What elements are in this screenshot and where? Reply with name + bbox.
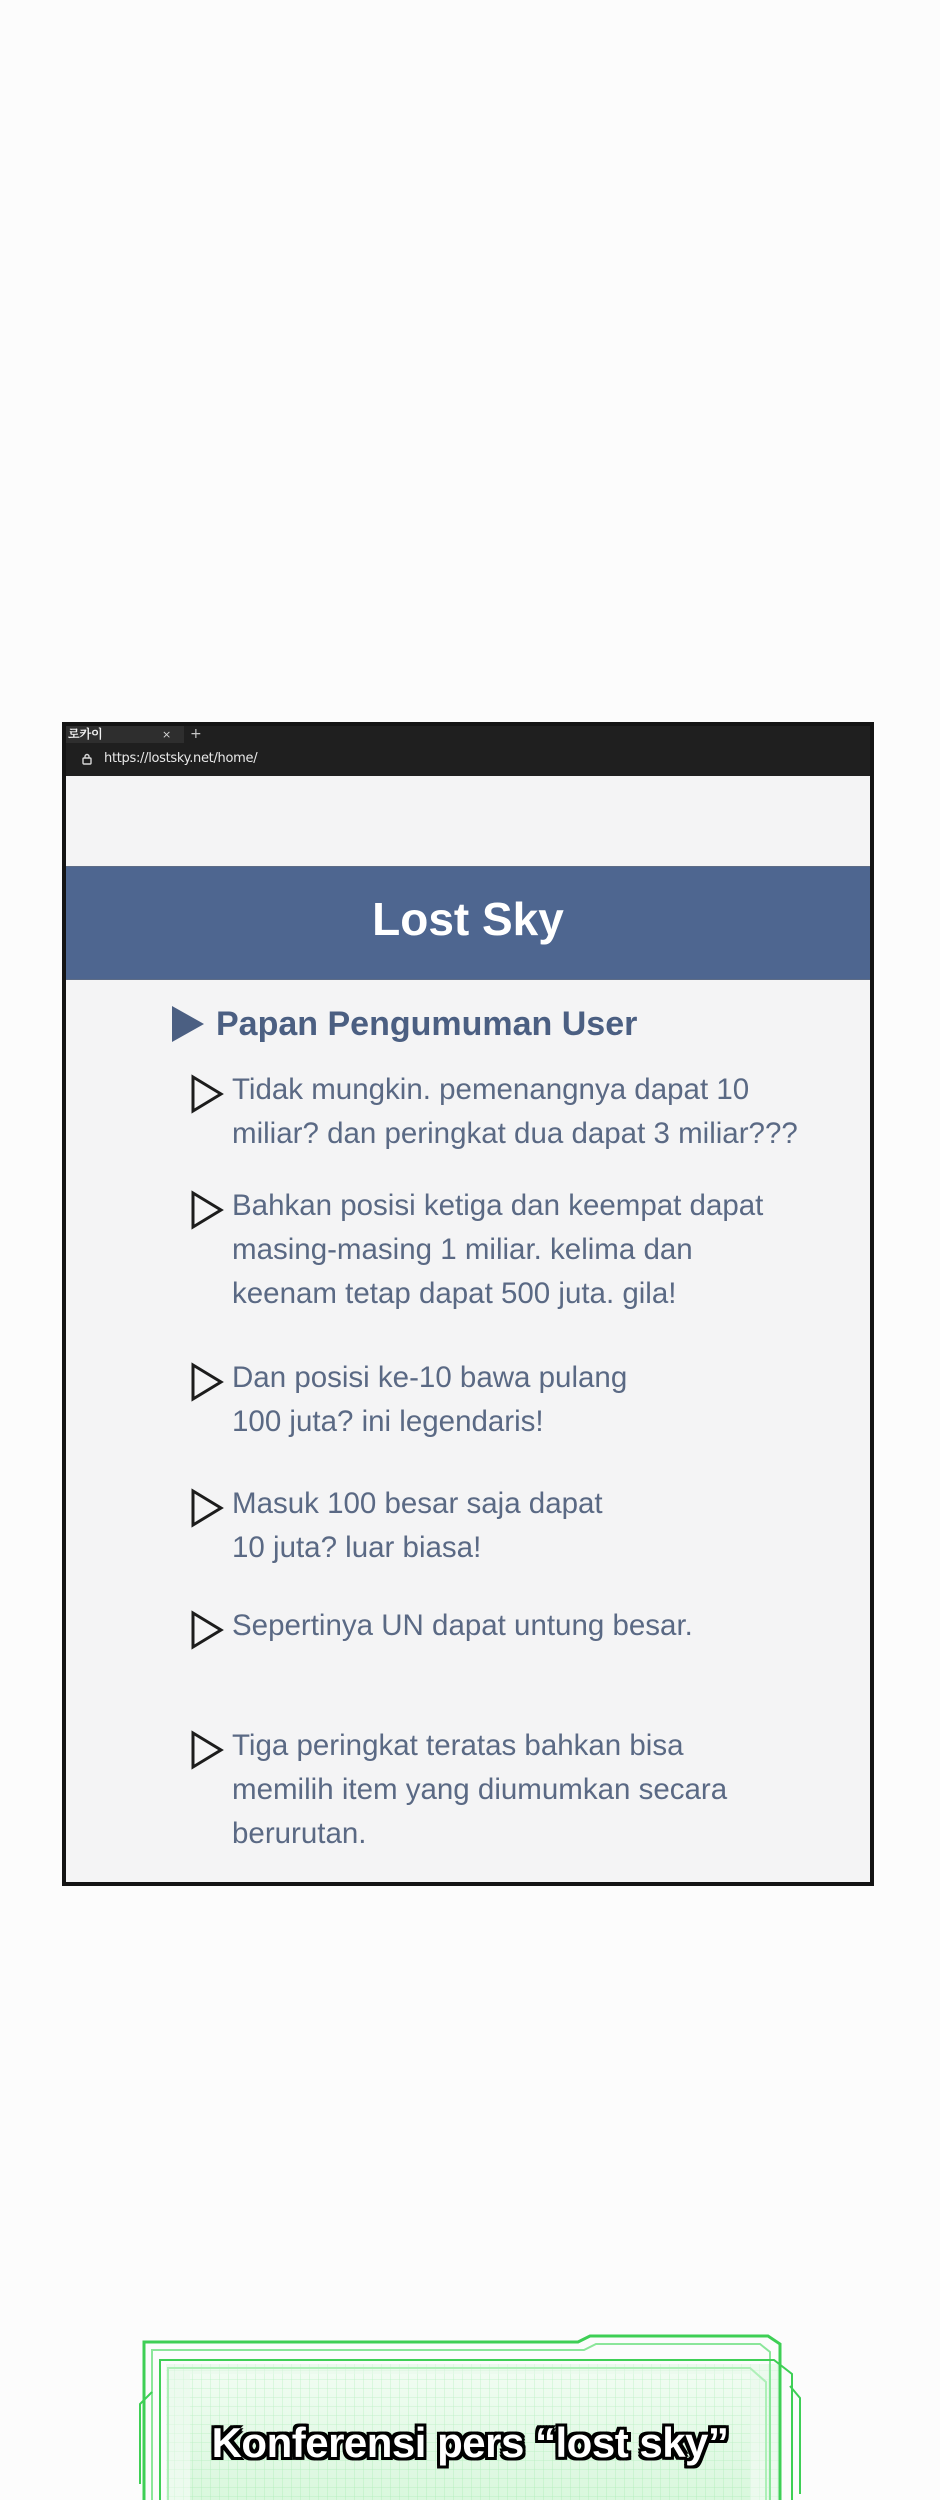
caption-box [138,2334,802,2500]
triangle-outline-icon [190,1362,224,1402]
caption-text: Konferensi pers “lost sky” [211,2419,729,2466]
post-text: Dan posisi ke-10 bawa pulang 100 juta? ini legendaris! [232,1361,628,1438]
triangle-outline-icon [190,1074,224,1114]
tab-title: 로카이 [68,727,103,741]
browser-chrome [66,726,870,776]
post-text: Tiga peringkat teratas bahkan bisa memilih item yang diumumkan secara berurutan. [232,1729,728,1850]
board-title: Papan Pengumuman User [216,1005,638,1043]
triangle-outline-icon [190,1610,224,1650]
post-text: Masuk 100 besar saja dapat 10 juta? luar biasa! [232,1487,603,1564]
browser-tab[interactable] [66,726,184,743]
browser-window [62,722,874,1886]
triangle-filled-icon [170,1004,206,1044]
post-text: Sepertinya UN dapat untung besar. [232,1609,693,1642]
post-text: Tidak mungkin. pemenangnya dapat 10 miliar? dan peringkat dua dapat 3 miliar??? [232,1073,798,1150]
triangle-outline-icon [190,1190,224,1230]
new-tab-button[interactable]: + [190,726,202,742]
triangle-outline-icon [190,1488,224,1528]
lock-icon [80,752,94,766]
post-text: Bahkan posisi ketiga dan keempat dapat masing-masing 1 miliar. kelima dan keenam tetap dapat 500 juta. gila! [232,1189,764,1310]
address-bar[interactable] [72,748,868,770]
site-title[interactable]: Lost Sky [372,893,564,945]
triangle-outline-icon [190,1730,224,1770]
site-banner [66,866,870,980]
tab-close-button[interactable]: × [162,728,172,741]
url-text[interactable]: https://lostsky.net/home/ [104,751,258,766]
